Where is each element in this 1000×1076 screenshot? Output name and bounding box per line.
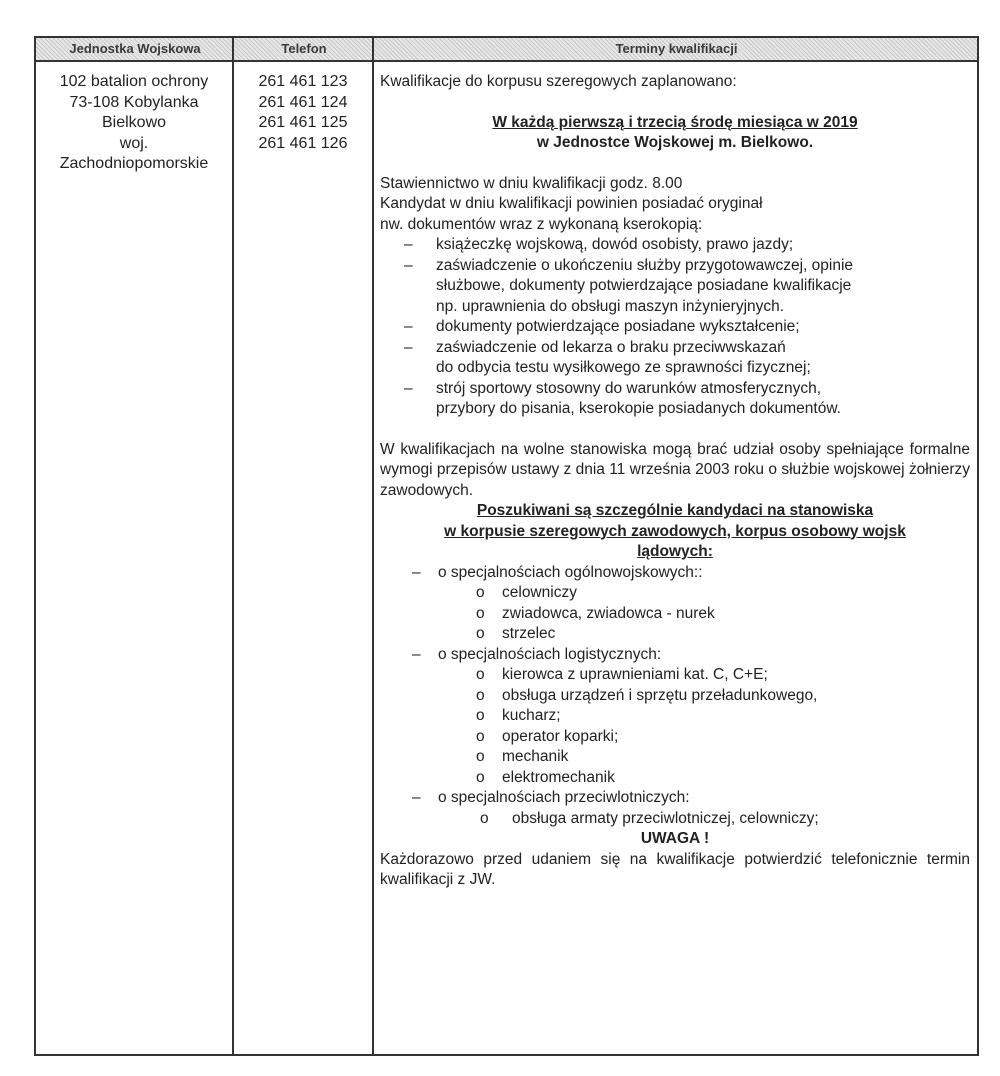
specialties-list: [380, 563, 970, 830]
dash-marker: –: [404, 338, 413, 356]
warning-text: Każdorazowo przed udaniem się na kwalifikacje potwierdzić telefonicznie termin kwalifikacji z JW.: [380, 850, 970, 888]
header-phone: Telefon: [281, 41, 327, 56]
sought-heading: lądowych:: [637, 543, 713, 560]
eligibility-paragraph: W kwalifikacjach na wolne stanowiska mogą brać udział osoby spełniające formalne wymogi przepisów ustawy z dnia 11 września 2003 roku o służbie wojskowej żołnierzy zawodowych.: [380, 440, 970, 499]
schedule-line: W każdą pierwszą i trzecią środę miesiąca w 2019: [492, 113, 858, 131]
warning-title: UWAGA !: [640, 830, 710, 847]
bullet-marker: o: [476, 666, 485, 683]
dash-marker: –: [404, 236, 413, 253]
sought-heading: w korpusie szeregowych zawodowych, korpus osobowy wojsk: [444, 522, 906, 540]
specialty-item: o elektromechanik: [380, 768, 970, 789]
schedule-location: w Jednostce Wojskowej m. Bielkowo.: [536, 134, 814, 151]
terms-cell: [374, 72, 970, 891]
specialty-group: – o specjalnościach przeciwlotniczych:: [380, 788, 970, 809]
dash-marker: –: [412, 789, 421, 806]
unit-cell: [36, 72, 232, 175]
header-terms: Terminy kwalifikacji: [615, 41, 738, 56]
bullet-marker: o: [476, 727, 485, 745]
dash-marker: –: [412, 645, 421, 663]
dash-marker: –: [404, 256, 413, 274]
specialty-item: o celowniczy: [380, 583, 970, 604]
sought-heading: Poszukiwani są szczególnie kandydaci na stanowiska: [476, 502, 874, 519]
unit-province: Zachodniopomorskie: [59, 155, 209, 172]
document-item: – książeczkę wojskową, dowód osobisty, prawo jazdy;: [380, 235, 970, 256]
documents-intro: Kandydat w dniu kwalifikacji powinien posiadać oryginał: [380, 195, 763, 212]
bullet-marker: o: [476, 748, 485, 765]
document-item: – dokumenty potwierdzające posiadane wykształcenie;: [380, 317, 970, 338]
phone-number: 261 461 126: [258, 134, 348, 152]
table-header: [36, 38, 977, 62]
phone-number: 261 461 125: [258, 114, 348, 131]
bullet-marker: o: [476, 686, 485, 704]
bullet-marker: o: [476, 707, 485, 724]
header-unit: Jednostka Wojskowa: [69, 41, 201, 56]
unit-locality: Bielkowo: [101, 114, 167, 131]
specialty-item: o kierowca z uprawnieniami kat. C, C+E;: [380, 665, 970, 686]
specialty-item: o obsługa urządzeń i sprzętu przeładunkowego,: [380, 686, 970, 707]
terms-intro: Kwalifikacje do korpusu szeregowych zaplanowano:: [380, 73, 737, 90]
bullet-marker: o: [476, 625, 485, 642]
specialty-item: o obsługa armaty przeciwlotniczej, celowniczy;: [380, 809, 970, 830]
specialty-item: o strzelec: [380, 624, 970, 645]
specialty-item: o zwiadowca, zwiadowca - nurek: [380, 604, 970, 625]
column-divider: [232, 38, 234, 1054]
dash-marker: –: [404, 379, 413, 397]
specialty-group: – o specjalnościach ogólnowojskowych::: [380, 563, 970, 584]
document-item: – zaświadczenie od lekarza o braku przeciwwskazań do odbycia testu wysiłkowego ze sprawności fizycznej;: [404, 338, 811, 376]
phone-cell: [234, 72, 372, 154]
specialty-item: o operator koparki;: [380, 727, 970, 748]
documents-list: [380, 235, 970, 420]
bullet-marker: o: [476, 584, 485, 601]
phone-number: 261 461 123: [258, 73, 348, 90]
documents-intro: nw. dokumentów wraz z wykonaną kserokopią:: [380, 215, 703, 233]
dash-marker: –: [404, 318, 413, 335]
unit-province-label: woj.: [119, 134, 149, 152]
dash-marker: –: [412, 563, 421, 581]
attendance-time: Stawiennictwo w dniu kwalifikacji godz. 8.00: [380, 174, 683, 192]
document-item: – zaświadczenie o ukończeniu służby przygotowawczej, opinie służbowe, dokumenty potwierdzające posiadane kwalifikacje np. uprawnienia do obsługi maszyn inżynieryjnych.: [404, 256, 854, 315]
bullet-marker: o: [476, 768, 485, 786]
unit-name: 102 batalion ochrony: [59, 73, 209, 90]
specialty-item: o kucharz;: [380, 706, 970, 727]
phone-number: 261 461 124: [258, 93, 348, 111]
bullet-marker: o: [476, 604, 485, 622]
unit-address: 73-108 Kobylanka: [69, 93, 199, 111]
specialty-item: o mechanik: [380, 747, 970, 768]
bullet-marker: o: [480, 809, 489, 827]
specialty-group: – o specjalnościach logistycznych:: [380, 645, 970, 666]
document-item: – strój sportowy stosowny do warunków atmosferycznych, przybory do pisania, kserokopie posiadanych dokumentów.: [404, 379, 841, 417]
qualification-table: [34, 36, 979, 1056]
